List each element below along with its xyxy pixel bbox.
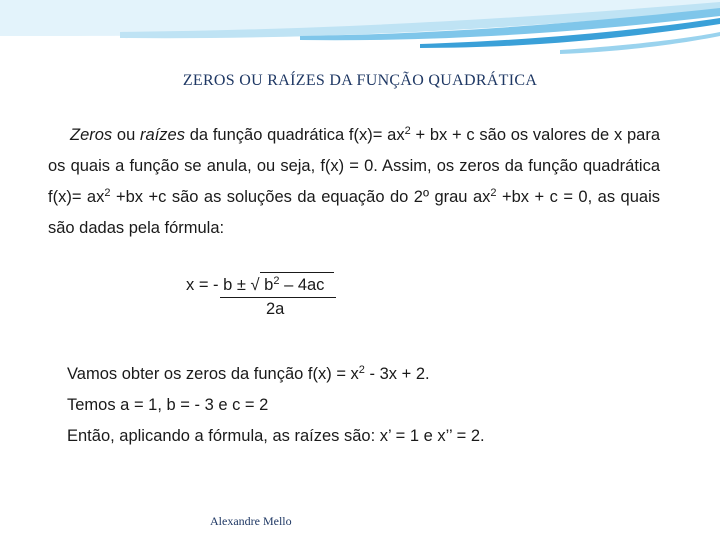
exponent: 2 xyxy=(404,125,411,137)
header-wave-decoration xyxy=(0,0,720,70)
formula-exponent: 2 xyxy=(273,275,280,287)
formula-rhs: – 4ac xyxy=(279,276,325,294)
example-statement xyxy=(67,365,430,384)
text-definition: + bx + c são os valores de x para os quais a função se anula, ou seja, f(x) = 0. Assim, os zeros da função quadrática f(x)= ax xyxy=(48,126,660,206)
page-title: ZEROS OU RAÍZES DA FUNÇÃO QUADRÁTICA xyxy=(182,72,538,89)
text-solutions: +bx +c são as soluções da equação do 2º grau ax xyxy=(110,188,491,206)
intro-paragraph xyxy=(48,120,660,244)
text-ou: ou xyxy=(112,126,141,144)
roots-result-line: Então, aplicando a fórmula, as raízes são: x’ = 1 e x’’ = 2. xyxy=(67,427,485,445)
exponent: 2 xyxy=(358,364,365,376)
term-raizes: raízes xyxy=(140,126,185,144)
formula-lhs: x = - b ± √ b xyxy=(186,276,274,294)
term-zeros: Zeros xyxy=(70,126,113,144)
fraction-bar xyxy=(220,297,336,298)
example-text-end: - 3x + 2. xyxy=(364,365,430,383)
radical-overline xyxy=(260,272,334,273)
exponent: 2 xyxy=(490,187,497,199)
author-signature: Alexandre Mello xyxy=(210,514,292,528)
text-formula-intro: +bx + c = 0, as quais são dadas pela fórmula: xyxy=(48,188,660,237)
formula-numerator xyxy=(186,276,324,295)
example-text: Vamos obter os zeros da função f(x) = x xyxy=(67,365,359,383)
formula-denominator: 2a xyxy=(266,300,285,318)
text-function-def: da função quadrática f(x)= ax xyxy=(184,126,405,144)
exponent: 2 xyxy=(104,187,111,199)
coefficients-line: Temos a = 1, b = - 3 e c = 2 xyxy=(67,396,269,414)
